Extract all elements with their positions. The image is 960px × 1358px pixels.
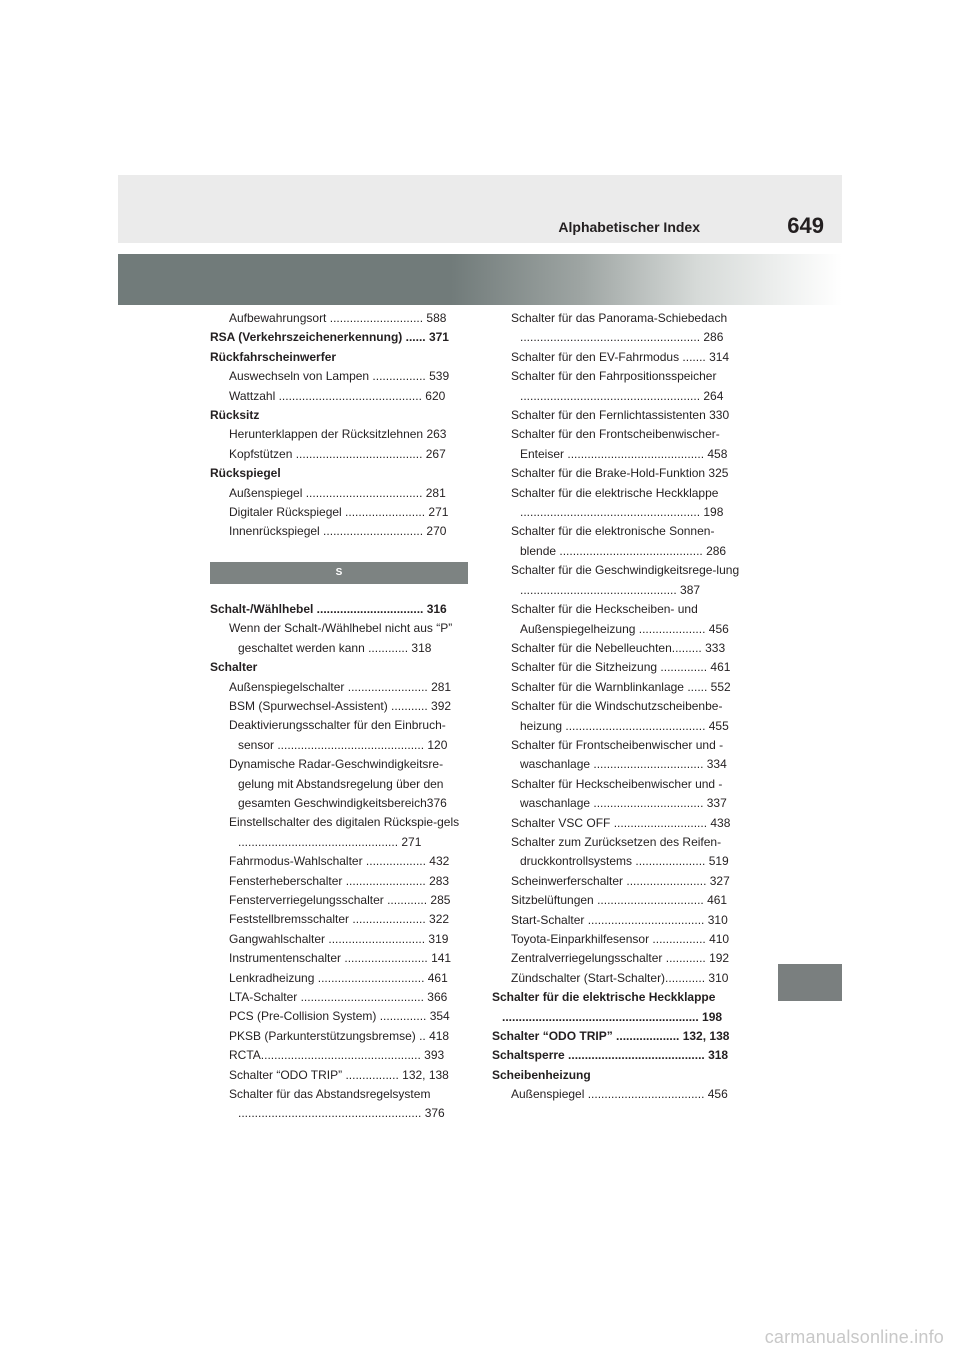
index-entry: LTA-Schalter ..................................... 366	[229, 990, 448, 1004]
index-entry: Schalter für die Windschutzscheibenbe-heizung .......................................... 455	[511, 699, 729, 733]
index-entry: Zentralverriegelungsschalter ............ 192	[511, 951, 730, 966]
index-entry: Schalter für die Heckscheiben- und Außenspiegelheizung .................... 456	[511, 602, 729, 636]
index-list-left-s	[210, 600, 468, 1124]
right-column	[492, 309, 743, 1105]
index-entry: Aufbewahrungsort ............................ 588	[229, 311, 447, 325]
index-list-left	[210, 309, 468, 542]
index-entry: Schalt-/Wählhebel ................................ 316	[210, 601, 447, 616]
index-entry: Schalter für die Geschwindigkeitsrege-lung ............................................... 387	[511, 563, 740, 597]
index-entry: Toyota-Einparkhilfesensor ................ 410	[511, 932, 730, 946]
index-entry: Wattzahl ........................................... 620	[229, 388, 446, 403]
index-entry: Gangwahlschalter ............................. 319	[229, 931, 449, 946]
index-entry: Instrumentenschalter ......................... 141	[229, 951, 452, 966]
index-entry: RSA (Verkehrszeichenerkennung) ...... 371	[210, 330, 449, 345]
index-entry: RCTA................................................ 393	[229, 1048, 445, 1063]
index-entry: Schalter für Frontscheibenwischer und -waschanlage ................................. 334	[511, 737, 727, 772]
index-entry: Schalter zum Zurücksetzen des Reifen-druckkontrollsystems ..................... 519	[511, 834, 729, 869]
index-entry: Schalter	[210, 660, 258, 675]
index-entry: Schalter “ODO TRIP” ................... 132, 138	[492, 1029, 730, 1044]
page-header	[118, 175, 842, 243]
index-entry: Schalter für den Fahrpositionsspeicher ...................................................... 264	[511, 369, 724, 403]
index-entry: Schalter für Heckscheibenwischer und -waschanlage ................................. 337	[511, 776, 727, 811]
section-letter-bar: S	[210, 562, 468, 584]
index-entry: Außenspiegel ................................... 281	[229, 485, 446, 500]
index-entry: Außenspiegelschalter ........................ 281	[229, 679, 452, 694]
index-entry: Fensterheberschalter ........................ 283	[229, 873, 450, 888]
index-entry: Schalter für das Panorama-Schiebedach ...................................................... 286	[511, 311, 728, 345]
index-entry: Innenrückspiegel .............................. 270	[229, 524, 447, 539]
index-entry: Rücksitz	[210, 408, 260, 423]
index-entry: Schalter für die elektronische Sonnen-blende ........................................... 286	[511, 524, 727, 558]
index-entry: Außenspiegel ................................... 456	[511, 1087, 728, 1102]
index-entry: Schalter für das Abstandsregelsystem ....................................................... 376	[229, 1087, 445, 1121]
index-entry: Schalter für den Frontscheibenwischer-Enteiser ......................................... 458	[511, 427, 728, 461]
index-entry: Feststellbremsschalter ...................... 322	[229, 912, 450, 927]
index-entry: Sitzbelüftungen ................................ 461	[511, 893, 728, 908]
index-entry: Auswechseln von Lampen ................ 539	[229, 369, 450, 384]
index-entry: Schalter für den Fernlichtassistenten 330	[511, 408, 730, 423]
index-entry: Schaltsperre ......................................... 318	[492, 1048, 729, 1063]
index-entry: Schalter VSC OFF ............................ 438	[511, 815, 731, 830]
index-entry: Deaktivierungsschalter für den Einbruch-sensor ............................................ 120	[229, 718, 448, 752]
index-entry: Schalter für die elektrische Heckklappe ........................................................... 198	[492, 990, 723, 1024]
index-entry: PCS (Pre-Collision System) .............. 354	[229, 1009, 450, 1024]
index-entry: Rückspiegel	[210, 466, 281, 481]
index-entry: Start-Schalter ................................... 310	[511, 912, 728, 927]
index-entry: Schalter für die Warnblinkanlage ...... 552	[511, 679, 731, 694]
index-entry: Fahrmodus-Wahlschalter .................. 432	[229, 854, 450, 869]
left-column	[210, 309, 468, 1124]
header-title: Alphabetischer Index	[558, 219, 700, 235]
index-entry: Herunterklappen der Rücksitzlehnen 263	[229, 427, 447, 442]
index-entry: Kopfstützen ...................................... 267	[229, 446, 446, 461]
index-entry: Schalter für die Nebelleuchten......... 333	[511, 640, 726, 655]
index-entry: Schalter “ODO TRIP” ................ 132, 138	[229, 1067, 449, 1082]
index-entry: Einstellschalter des digitalen Rückspie-gels ................................................ 271	[229, 815, 460, 849]
index-entry: Fensterverriegelungsschalter ............ 285	[229, 892, 451, 907]
index-entry: Zündschalter (Start-Schalter)............ 310	[511, 970, 729, 985]
index-entry: PKSB (Parkunterstützungsbremse) .. 418	[229, 1028, 450, 1043]
index-entry: Schalter für die Sitzheizung .............. 461	[511, 660, 731, 675]
index-entry: Digitaler Rückspiegel ........................ 271	[229, 505, 449, 520]
index-entry: Scheibenheizung	[492, 1067, 591, 1082]
header-gradient-band	[118, 254, 842, 305]
page-number: 649	[787, 213, 824, 238]
index-entry: Lenkradheizung ................................ 461	[229, 970, 448, 985]
index-entry: BSM (Spurwechsel-Assistent) ........... 392	[229, 698, 452, 713]
index-entry: Rückfahrscheinwerfer	[210, 349, 337, 364]
watermark: carmanualsonline.info	[764, 1327, 944, 1347]
index-list-right	[492, 309, 743, 1105]
index-entry: Scheinwerferschalter ........................ 327	[511, 873, 730, 888]
index-entry: Wenn der Schalt-/Wählhebel nicht aus “P” geschaltet werden kann ............ 318	[229, 621, 453, 655]
chapter-tab	[778, 964, 842, 1001]
index-entry: Schalter für den EV-Fahrmodus ....... 314	[511, 349, 730, 364]
index-entry: Schalter für die elektrische Heckklappe ...................................................... 198	[511, 485, 724, 520]
index-entry: Dynamische Radar-Geschwindigkeitsre-gelung mit Abstandsregelung über den gesamten Geschwindigkeitsbereich376	[229, 757, 447, 810]
index-entry: Schalter für die Brake-Hold-Funktion 325	[511, 466, 729, 481]
